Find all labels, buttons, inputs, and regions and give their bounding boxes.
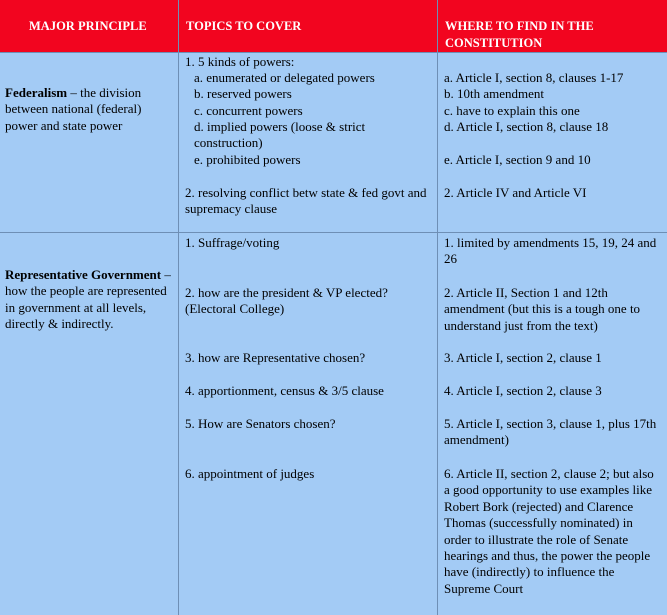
fed-where-2: 2. Article IV and Article VI xyxy=(444,185,587,200)
rep-topic-6: 6. appointment of judges xyxy=(185,466,315,481)
rep-topic-1: 1. Suffrage/voting xyxy=(185,235,280,250)
fed-where-a: a. Article I, section 8, clauses 1-17 xyxy=(444,70,624,85)
header-where xyxy=(437,0,667,52)
rep-where-2: 2. Article II, Section 1 and 12th amendment (but this is a tough one to understand just from the text) xyxy=(444,285,641,333)
fed-topic-b: b. reserved powers xyxy=(194,86,292,101)
header-topics-text: TOPICS TO COVER xyxy=(186,19,302,33)
representative-principle-cell xyxy=(0,232,178,615)
fed-topic-d: d. implied powers (loose & strict construction) xyxy=(194,119,366,151)
fed-topic-a: a. enumerated or delegated powers xyxy=(194,70,375,85)
federalism-topics-cell xyxy=(178,52,437,232)
rep-where-4: 4. Article I, section 2, clause 3 xyxy=(444,383,602,398)
row-divider-header xyxy=(0,52,667,53)
rep-topic-2: 2. how are the president & VP elected? (Electoral College) xyxy=(185,285,388,317)
rep-where-5: 5. Article I, section 3, clause 1, plus 17th amendment) xyxy=(444,416,657,448)
row-divider-federalism xyxy=(0,232,667,233)
fed-topic-2: 2. resolving conflict betw state & fed govt and supremacy clause xyxy=(185,185,427,217)
rep-where-6: 6. Article II, section 2, clause 2; but also a good opportunity to use examples like Robert Bork (rejected) and Clarence Thomas (successfully nominated) in order to illustrate the role of Senate hearings and thus, the power the people have (indirectly) to influence the Supreme Court xyxy=(444,466,654,596)
fed-topic-c: c. concurrent powers xyxy=(194,103,303,118)
fed-where-c: c. have to explain this one xyxy=(444,103,580,118)
rep-topic-3: 3. how are Representative chosen? xyxy=(185,350,366,365)
header-topics xyxy=(178,0,437,52)
fed-topic-e: e. prohibited powers xyxy=(194,152,301,167)
fed-where-d: d. Article I, section 8, clause 18 xyxy=(444,119,609,134)
fed-topic-1: 1. 5 kinds of powers: xyxy=(185,54,295,69)
representative-title: Representative Government xyxy=(5,267,162,282)
federalism-where-cell xyxy=(437,52,667,232)
col-divider-2 xyxy=(437,0,438,615)
col-divider-1 xyxy=(178,0,179,615)
rep-where-1: 1. limited by amendments 15, 19, 24 and 26 xyxy=(444,235,657,267)
rep-topic-4: 4. apportionment, census & 3/5 clause xyxy=(185,383,384,398)
fed-where-b: b. 10th amendment xyxy=(444,86,545,101)
federalism-title: Federalism xyxy=(5,85,68,100)
header-where-text: WHERE TO FIND IN THE CONSTITUTION xyxy=(445,19,594,50)
rep-where-3: 3. Article I, section 2, clause 1 xyxy=(444,350,602,365)
representative-topics-cell xyxy=(178,232,437,615)
federalism-desc: – the division between national (federal) power and state power xyxy=(5,85,142,133)
representative-desc: – how the people are represented in government at all levels, directly & indirectly. xyxy=(5,267,171,332)
rep-topic-5: 5. How are Senators chosen? xyxy=(185,416,336,431)
header-principle xyxy=(0,0,178,52)
representative-where-cell xyxy=(437,232,667,615)
fed-where-e: e. Article I, section 9 and 10 xyxy=(444,152,591,167)
header-principle-text: MAJOR PRINCIPLE xyxy=(29,19,147,33)
federalism-principle-cell xyxy=(0,52,178,232)
